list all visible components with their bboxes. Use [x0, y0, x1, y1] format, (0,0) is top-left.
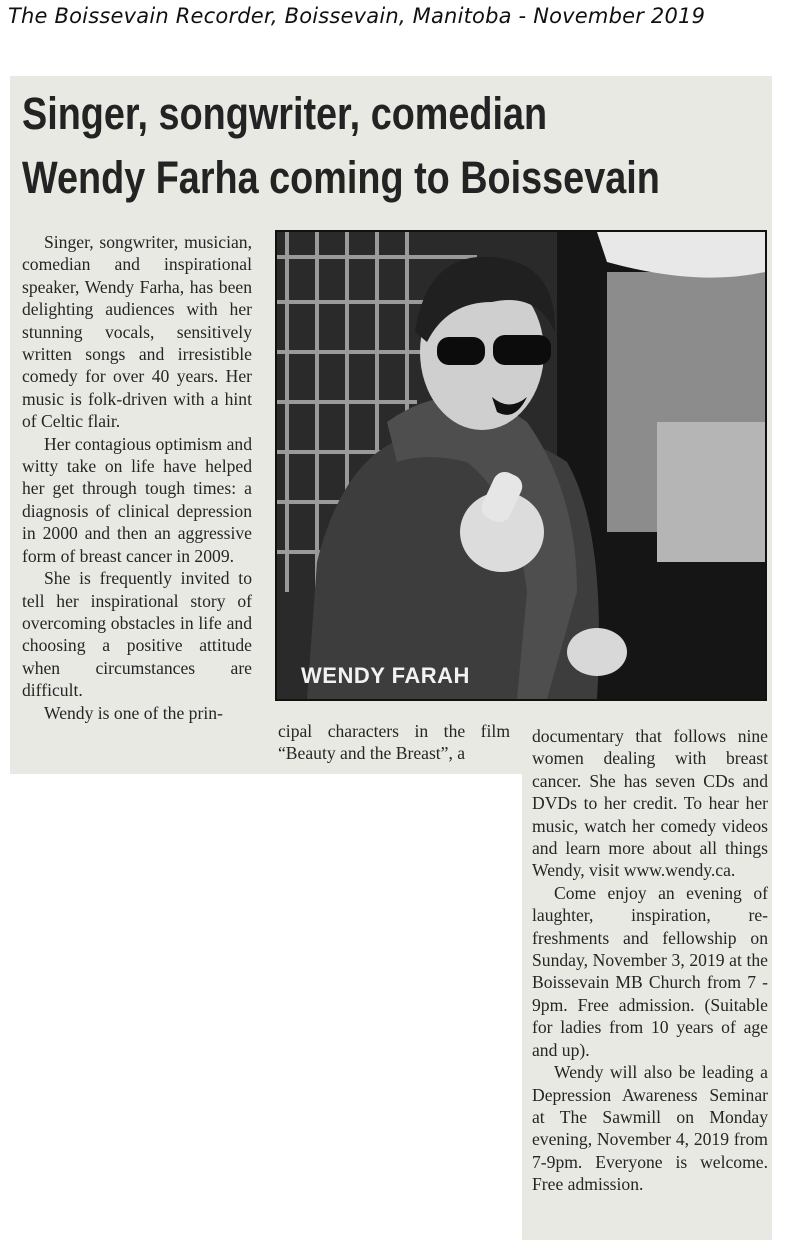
- paragraph-2: Her contagious optimism and witty take on life have helped her get through tough times: a diagnosis of clinical depression in 2000 and then an aggressive form of breast cancer in 2009.: [22, 433, 252, 566]
- article-column-middle: [278, 720, 510, 765]
- paragraph-4-middle: cipal characters in the film “Beauty and the Breast”, a: [278, 721, 510, 764]
- photo-label: WENDY FARAH: [301, 663, 470, 688]
- paragraph-1: Singer, songwriter, musician, comedian and inspirational speaker, Wendy Farha, has been delighting audiences with her stunning vocals, sensitively written songs and irresistible comedy for over 40 years. Her music is folk-driven with a hint of Celtic flair.: [22, 232, 252, 432]
- headline-line-2: Wendy Farha coming to Boissevain: [22, 152, 660, 203]
- article-photo: [275, 230, 767, 701]
- paragraph-4-end: documentary that follows nine women dealing with breast cancer. She has seven CDs and DVDs to her credit. To hear her music, watch her comedy videos and learn more about all things Wendy, visit www.wendy.ca.: [532, 726, 768, 881]
- article-column-left: [22, 231, 252, 724]
- article-column-right: [532, 725, 768, 1196]
- newspaper-caption: The Boissevain Recorder, Boissevain, Manitoba - November 2019: [8, 4, 706, 28]
- paragraph-4-start: Wendy is one of the prin-: [44, 702, 223, 723]
- paragraph-6: Wendy will also be leading a Depression Awareness Seminar at The Sawmill on Monday evening, November 4, 2019 from 7-9pm. Everyone is welcome. Free admission.: [532, 1062, 768, 1195]
- headline-line-1: Singer, songwriter, comedian: [22, 88, 548, 139]
- paragraph-5: Come enjoy an evening of laughter, inspiration, refreshments and fellowship on Sunday, November 3, 2019 at the Boissevain MB Church from 7 - 9pm. Free admission. (Suitable for ladies from 10 years of age and up).: [532, 882, 768, 1060]
- photo-image: [277, 232, 765, 699]
- article-headline: [22, 82, 660, 210]
- paragraph-3: She is frequently invited to tell her inspirational story of overcoming obstacles in life and choosing a positive attitude when circumstances are difficult.: [22, 568, 252, 701]
